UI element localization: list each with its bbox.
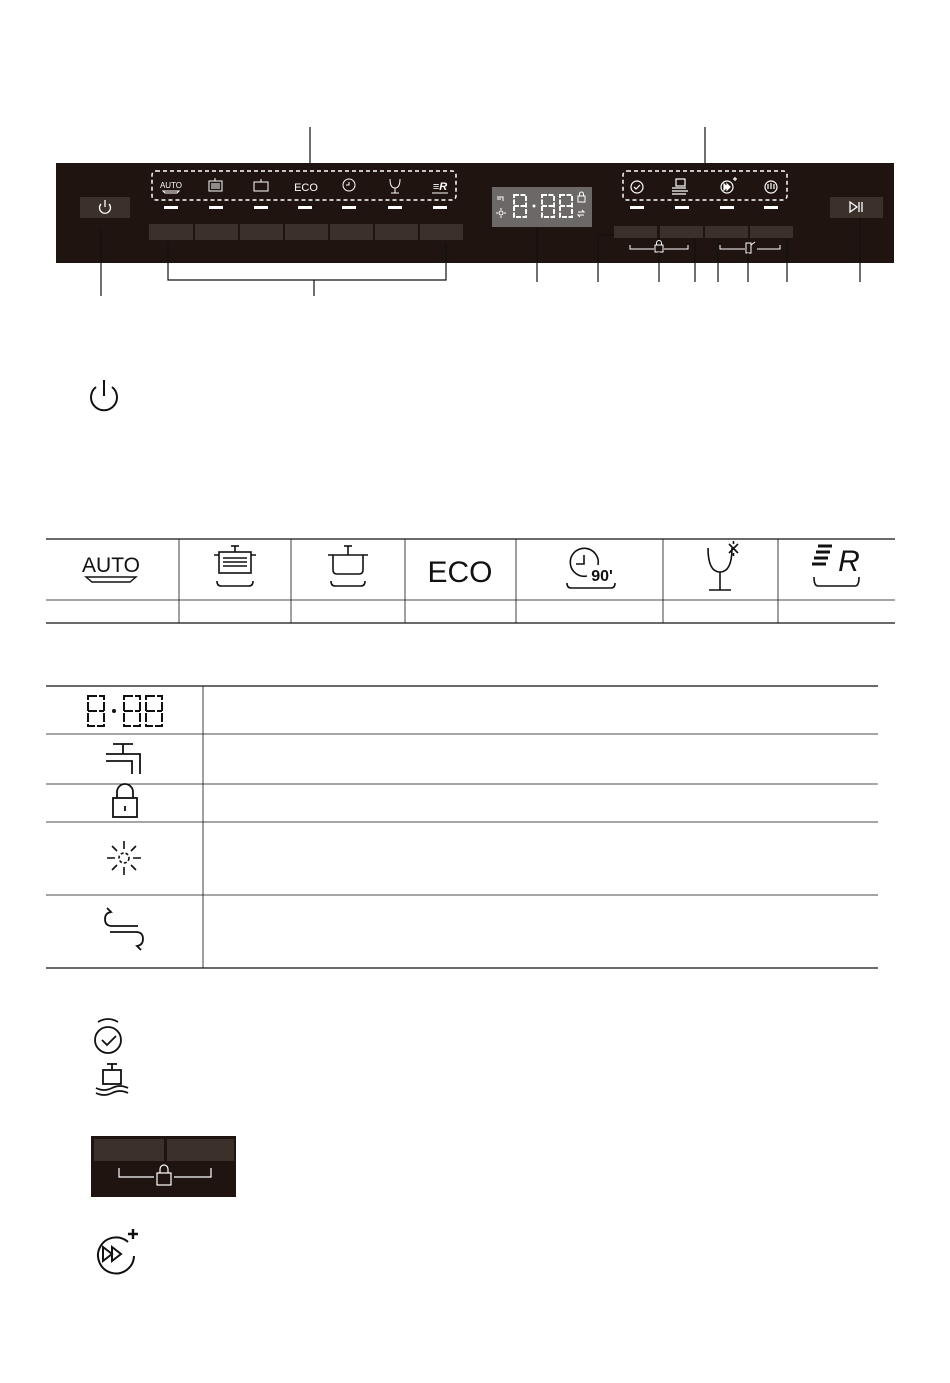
svg-text:R: R: [838, 545, 860, 578]
program-table: [0, 530, 950, 630]
normal-icon: [328, 546, 368, 586]
program-button[interactable]: [149, 224, 193, 240]
half-load-icon: [96, 1064, 128, 1095]
svg-text:≡R: ≡R: [432, 181, 448, 193]
recycle-arrows-icon: [105, 908, 143, 950]
option-button[interactable]: [660, 226, 703, 238]
intensive-icon: [214, 546, 256, 586]
90-label: 90': [591, 568, 613, 585]
glass-icon: [708, 541, 738, 590]
options-list: [86, 1015, 146, 1110]
option-button[interactable]: [750, 226, 793, 238]
delay-icon: [95, 1019, 121, 1053]
power-icon: [86, 377, 122, 415]
lock-icon: [113, 784, 137, 817]
program-button[interactable]: [240, 224, 283, 240]
display-digits-icon: [88, 696, 162, 726]
control-panel-diagram: [0, 0, 950, 300]
eco-text: ECO: [427, 556, 493, 589]
water-tap-icon: [106, 744, 140, 774]
lock-button-left[interactable]: [94, 1139, 164, 1161]
option-button[interactable]: [614, 226, 657, 238]
program-button[interactable]: [375, 224, 418, 240]
panel-body: [56, 163, 894, 263]
display-table: [0, 680, 950, 980]
program-button[interactable]: [420, 224, 463, 240]
panel-eco-text: ECO: [294, 182, 318, 194]
child-lock-buttons: [91, 1136, 236, 1197]
speed-plus-icon: [90, 1228, 142, 1276]
90min-icon: [567, 548, 615, 588]
program-button[interactable]: [195, 224, 238, 240]
program-buttons: [149, 224, 463, 240]
panel-rapid-icon: [432, 181, 448, 193]
rapid-icon: [812, 545, 860, 586]
lock-button-right[interactable]: [167, 1139, 234, 1161]
sun-icon: [107, 841, 141, 875]
auto-label: AUTO: [82, 554, 140, 577]
option-button[interactable]: [705, 226, 748, 238]
panel-auto-text: AUTO: [159, 181, 183, 190]
auto-icon: [82, 554, 140, 582]
program-button[interactable]: [330, 224, 373, 240]
program-button[interactable]: [285, 224, 328, 240]
